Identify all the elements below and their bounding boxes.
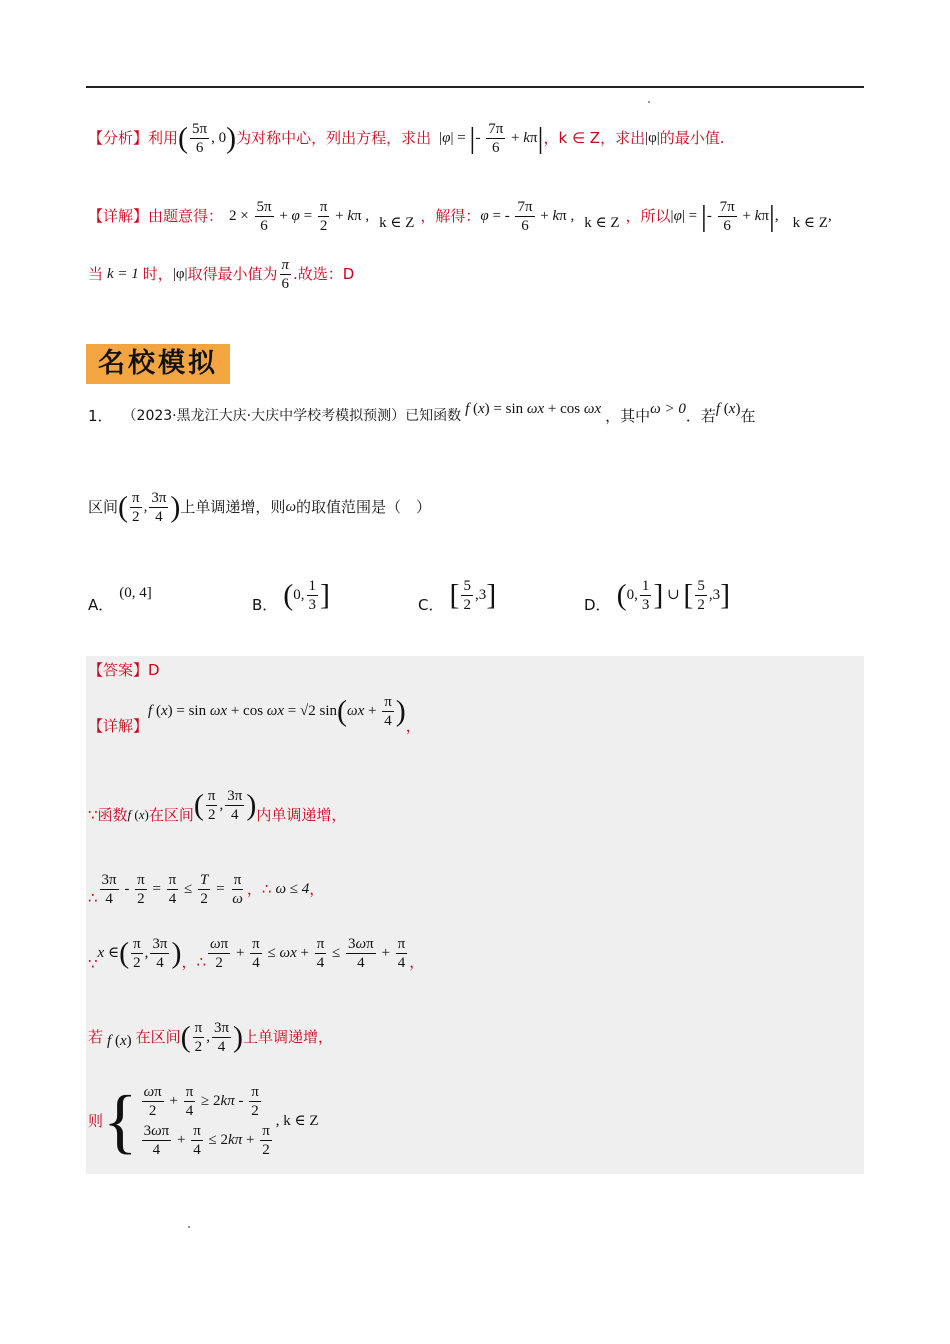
x-interval: x ∈( $\frac{\pi}{2}$ , $\frac{3\pi}{4}$ ) bbox=[97, 935, 182, 971]
omega-bound: ω ≤ 4 bbox=[275, 881, 310, 897]
interval: ( $\frac{\pi}{2}$ , $\frac{3\pi}{4}$ ) bbox=[193, 787, 257, 823]
option-label: C． bbox=[418, 596, 444, 614]
solution-text: 若 bbox=[88, 1028, 104, 1046]
question-text: （2023·黑龙江大庆·大庆中学校考模拟预测）已知函数 bbox=[122, 408, 462, 424]
stray-dot bbox=[188, 1226, 190, 1228]
answer-label: 【答案】 bbox=[88, 661, 149, 679]
option-b[interactable] bbox=[252, 570, 330, 620]
analysis-text: ，k ∈ Z，求出 bbox=[543, 129, 646, 147]
solution-text: ∴ bbox=[88, 889, 98, 907]
analysis-line bbox=[88, 116, 725, 160]
equation-1: 2 × $\frac{5\pi}{6}$ + φ = $\frac{\pi}{2}$ + kπ , bbox=[229, 198, 370, 234]
detail-line-2 bbox=[88, 252, 354, 296]
function-definition: f (x) = sin ωx + cos ωx bbox=[465, 401, 602, 417]
question-text: 上单调递增，则 bbox=[180, 498, 286, 516]
inequality-system: { $\frac{\omega\pi}{2}$ + $\frac{\pi}{4}$ ≥ 2kπ - $\frac{\pi}{2}$ $\frac{3\omega\pi}{4}$ + $\frac{\pi}{4}$ ≤ 2kπ + $\frac{\pi}{2}$ , k ∈ Z bbox=[103, 1081, 319, 1161]
solution-text: ， bbox=[309, 880, 325, 898]
k-in-z: k ∈ Z bbox=[379, 215, 415, 231]
solution-step-2 bbox=[88, 780, 346, 830]
detail-text: 当 bbox=[88, 265, 104, 283]
solution-text: 在区间 bbox=[148, 806, 194, 824]
option-value: (0, $\frac{1}{3}$ ] ∪ [ $\frac{5}{2}$ ,3] bbox=[616, 577, 731, 613]
solution-text: 上单调递增， bbox=[243, 1028, 334, 1046]
solution-text: 则 bbox=[88, 1112, 104, 1130]
option-value: (0, 4] bbox=[119, 585, 152, 601]
solution-text: 在区间 bbox=[135, 1028, 181, 1046]
question-text: 的取值范围是（ ） bbox=[296, 498, 432, 516]
equation-s4: $\frac{\omega\pi}{2}$ + $\frac{\pi}{4}$ ≤ ωx + $\frac{\pi}{4}$ ≤ $\frac{3\omega\pi}{4}$ + $\frac{\pi}{4}$ bbox=[210, 935, 406, 971]
min-value: $\frac{\pi}{6}$ bbox=[281, 256, 290, 292]
analysis-text: 利用 bbox=[148, 129, 179, 147]
phi-abs: |φ| bbox=[172, 266, 188, 282]
solution-text: 内单调递增， bbox=[256, 806, 347, 824]
equation-s1: f (x) = sin ωx + cos ωx = √2 sin(ωx + $\frac{\pi}{4}$ ) bbox=[148, 693, 406, 729]
analysis-label: 【分析】 bbox=[88, 129, 149, 147]
detail-text: ，所以 bbox=[625, 207, 671, 225]
detail-label: 【详解】 bbox=[88, 207, 149, 225]
option-label: B． bbox=[252, 596, 278, 614]
function-f: f (x) bbox=[715, 401, 741, 417]
analysis-text: 为对称中心，列出方程，求出 bbox=[236, 129, 432, 147]
answer-line bbox=[88, 660, 160, 680]
function-f: f (x) bbox=[107, 1033, 132, 1049]
stray-dot bbox=[648, 101, 650, 103]
solution-text: ，∴ bbox=[181, 953, 207, 971]
k-in-z: k ∈ Z bbox=[792, 215, 828, 231]
solution-text: ， bbox=[409, 953, 425, 971]
question-line-2 bbox=[88, 482, 431, 532]
option-d[interactable] bbox=[584, 570, 730, 620]
interval: ( $\frac{\pi}{2}$ , $\frac{3\pi}{4}$ ) bbox=[180, 1019, 244, 1055]
question-line-1 bbox=[88, 396, 755, 436]
option-value: [ $\frac{5}{2}$ ,3] bbox=[449, 577, 497, 613]
detail-text: .故选：D bbox=[293, 265, 355, 283]
question-text: ．若 bbox=[685, 407, 716, 425]
detail-line-1: 【详解】 由题意得： 2 × $\frac{5\pi}{6}$ + φ = $\frac{\pi}{2}$ + kπ , k ∈ Z ，解得： φ = - $\frac{7\pi}{6}$ + kπ , k ∈ Z ，所以 |φ| = |- $\frac{7\pi}{6}$ + kπ|, k ∈ Z , bbox=[88, 198, 832, 234]
system-row-2: $\frac{3\omega\pi}{4}$ + $\frac{\pi}{4}$ ≤ 2kπ + $\frac{\pi}{2}$ bbox=[143, 1123, 270, 1158]
symmetry-center: ( $\frac{5\pi}{6}$ , 0) bbox=[178, 120, 237, 156]
option-c[interactable] bbox=[418, 570, 496, 620]
solution-text: ∵ bbox=[88, 955, 98, 973]
solution-text: ，∴ bbox=[246, 880, 272, 898]
equation-s3: $\frac{3\pi}{4}$ - $\frac{\pi}{2}$ = $\frac{\pi}{4}$ ≤ $\frac{T}{2}$ = $\frac{\pi}{\omega}$ bbox=[101, 871, 243, 907]
k-in-z: k ∈ Z bbox=[584, 215, 620, 231]
option-label: D． bbox=[584, 596, 611, 614]
solution-step-5 bbox=[88, 1012, 333, 1062]
detail-text: 由题意得： bbox=[148, 207, 224, 225]
function-f: f (x) bbox=[127, 807, 149, 822]
omega-condition: ω > 0 bbox=[650, 401, 686, 417]
question-number: 1． bbox=[88, 407, 113, 425]
solution-step-1: 【详解】 f (x) = sin ωx + cos ωx = √2 sin(ωx + $\frac{\pi}{4}$ ) ， bbox=[88, 693, 421, 735]
k-value: k = 1 bbox=[107, 266, 139, 282]
solution-step-6 bbox=[88, 1076, 319, 1166]
solution-step-3 bbox=[88, 864, 324, 914]
section-title: 名校模拟 bbox=[86, 344, 230, 384]
detail-text: ，解得： bbox=[420, 207, 481, 225]
header-rule bbox=[86, 86, 864, 88]
option-a[interactable] bbox=[88, 570, 152, 620]
omega-symbol: ω bbox=[285, 499, 297, 515]
solution-step-4 bbox=[88, 928, 424, 978]
detail-text: 取得最小值为 bbox=[187, 265, 278, 283]
phi-abs: |φ| bbox=[645, 130, 660, 146]
k-in-z: , k ∈ Z bbox=[275, 1113, 319, 1129]
question-text: 区间 bbox=[88, 498, 119, 516]
detail-text: 时， bbox=[142, 265, 173, 283]
interval: ( $\frac{\pi}{2}$ , $\frac{3\pi}{4}$ ) bbox=[118, 489, 181, 525]
question-text: ，其中 bbox=[605, 407, 651, 425]
analysis-text: 的最小值. bbox=[659, 129, 725, 147]
question-text: 在 bbox=[740, 407, 756, 425]
phi-abs-equation: |φ| = |- $\frac{7\pi}{6}$ + kπ| bbox=[439, 120, 544, 156]
detail-label: 【详解】 bbox=[88, 717, 149, 735]
equation-2: φ = - $\frac{7\pi}{6}$ + kπ , bbox=[480, 198, 575, 234]
system-row-1: $\frac{\omega\pi}{2}$ + $\frac{\pi}{4}$ ≥ 2kπ - $\frac{\pi}{2}$ bbox=[143, 1084, 259, 1119]
solution-text: ∵函数 bbox=[88, 806, 128, 824]
answer-value: D bbox=[148, 661, 160, 679]
option-value: (0, $\frac{1}{3}$ ] bbox=[283, 577, 331, 613]
option-label: A． bbox=[88, 596, 114, 614]
equation-3: |φ| = |- $\frac{7\pi}{6}$ + kπ|, bbox=[670, 198, 779, 234]
